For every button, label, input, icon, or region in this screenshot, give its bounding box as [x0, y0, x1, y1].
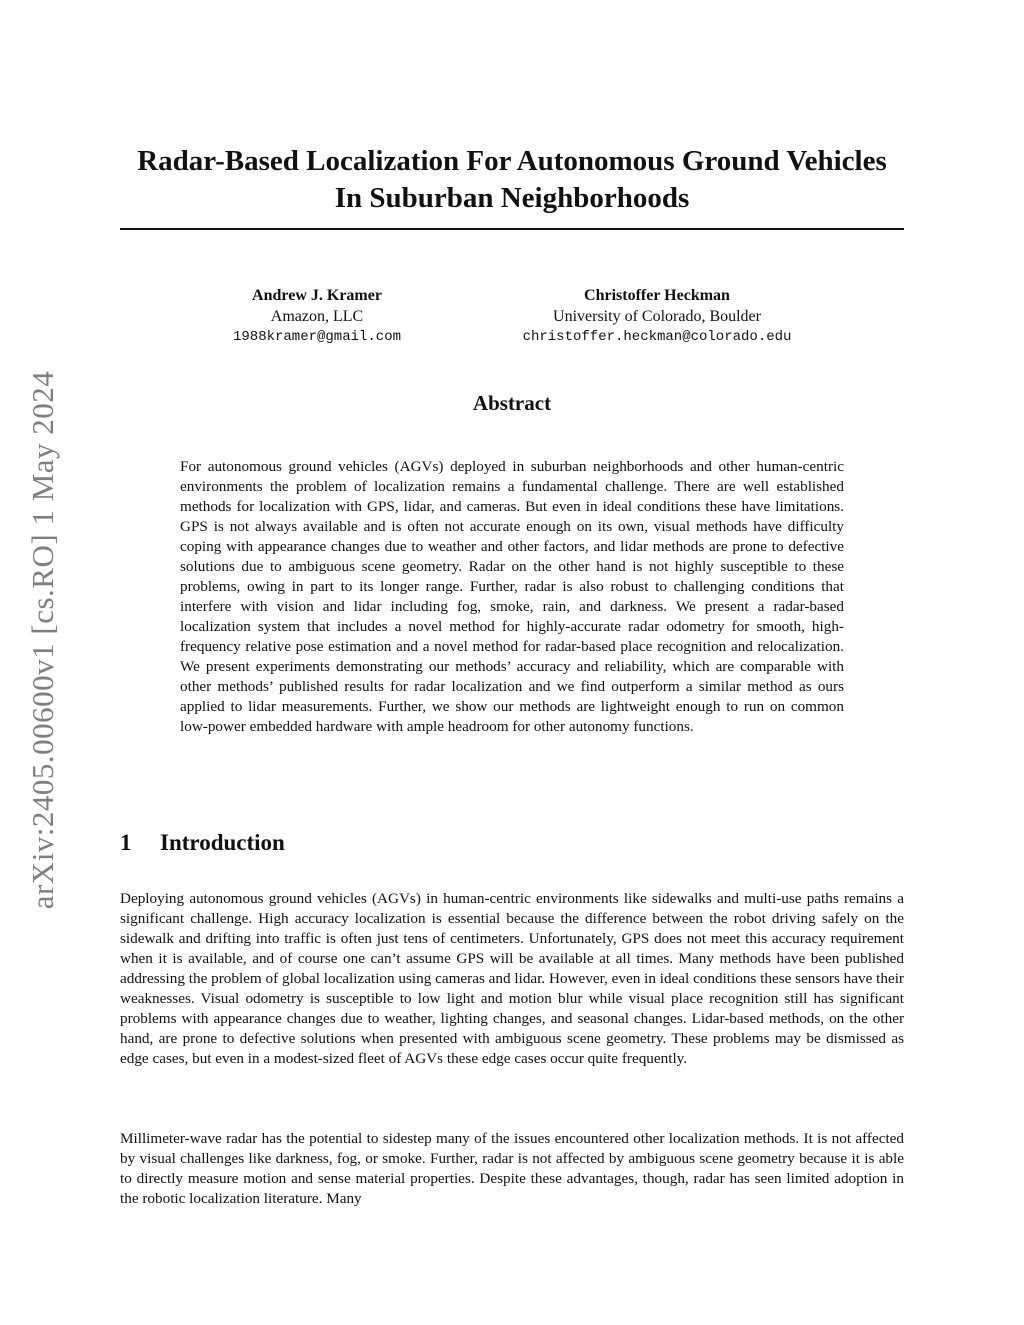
section-title: Introduction	[160, 830, 285, 855]
arxiv-identifier-stamp: arXiv:2405.00600v1 [cs.RO] 1 May 2024	[25, 370, 60, 910]
author-name: Andrew J. Kramer	[252, 287, 382, 304]
author-affiliation: Amazon, LLC	[270, 307, 364, 325]
section-number: 1	[120, 830, 132, 855]
abstract-heading: Abstract	[472, 391, 552, 415]
author-name: Christoffer Heckman	[584, 287, 730, 304]
author-email: christoffer.heckman@colorado.edu	[522, 329, 792, 345]
author-block-2	[500, 286, 814, 348]
intro-paragraph-2: Millimeter-wave radar has the potential to sidestep many of the issues encountered other localization methods. It is not affected by visual challenges like darkness, fog, or smoke. Further, radar is not affected by ambiguous scene geometry because it is able to directly measure motion and sense material properties. Despite these advantages, though, radar has seen limited adoption in the robotic localization literature. Many	[120, 1130, 904, 1207]
section-heading	[120, 830, 285, 856]
intro-paragraph-1: Deploying autonomous ground vehicles (AGVs) in human-centric environments like sidewalks and multi-use paths remains a significant challenge. High accuracy localization is essential because the difference between the robot driving safely on the sidewalk and drifting into traffic is often just tens of centimeters. Unfortunately, GPS does not meet this accuracy requirement when it is available, and of course one can’t assume GPS will be available at all times. Many methods have been published addressing the problem of global localization using cameras and lidar. However, even in ideal conditions these sensors have their weaknesses. Visual odometry is susceptible to low light and motion blur while visual place recognition still has significant problems with appearance changes due to weather, lighting changes, and seasonal changes. Lidar-based methods, on the other hand, are prone to defective solutions when presented with ambiguous scene geometry. These problems may be dismissed as edge cases, but even in a modest-sized fleet of AGVs these edge cases occur quite frequently.	[120, 890, 904, 1067]
author-email: 1988kramer@gmail.com	[232, 329, 402, 345]
author-affiliation: University of Colorado, Boulder	[553, 307, 761, 325]
abstract-text: For autonomous ground vehicles (AGVs) deployed in suburban neighborhoods and other human-centric environments the problem of localization remains a fundamental challenge. There are well established methods for localization with GPS, lidar, and cameras. But even in ideal conditions these have limitations. GPS is not always available and is often not accurate enough on its own, visual methods have difficulty coping with appearance changes due to weather and other factors, and lidar methods are prone to defective solutions due to ambiguous scene geometry. Radar on the other hand is not highly susceptible to these problems, owing in part to its longer range. Further, radar is also robust to challenging conditions that interfere with vision and lidar including fog, smoke, rain, and darkness. We present a radar-based localization system that includes a novel method for highly-accurate radar odometry for smooth, high-frequency relative pose estimation and a novel method for radar-based place recognition and relocalization. We present experiments demonstrating our methods’ accuracy and reliability, which are comparable with other methods’ published results for radar localization and we find outperform a similar method as ours applied to lidar measurements. Further, we show our methods are lightweight enough to run on common low-power embedded hardware with ample headroom for other autonomy functions.	[180, 458, 844, 735]
paper-title: Radar-Based Localization For Autonomous Ground Vehicles In Suburban Neighborhoods	[137, 145, 887, 214]
title-divider	[120, 228, 904, 230]
author-block-1	[190, 286, 444, 348]
